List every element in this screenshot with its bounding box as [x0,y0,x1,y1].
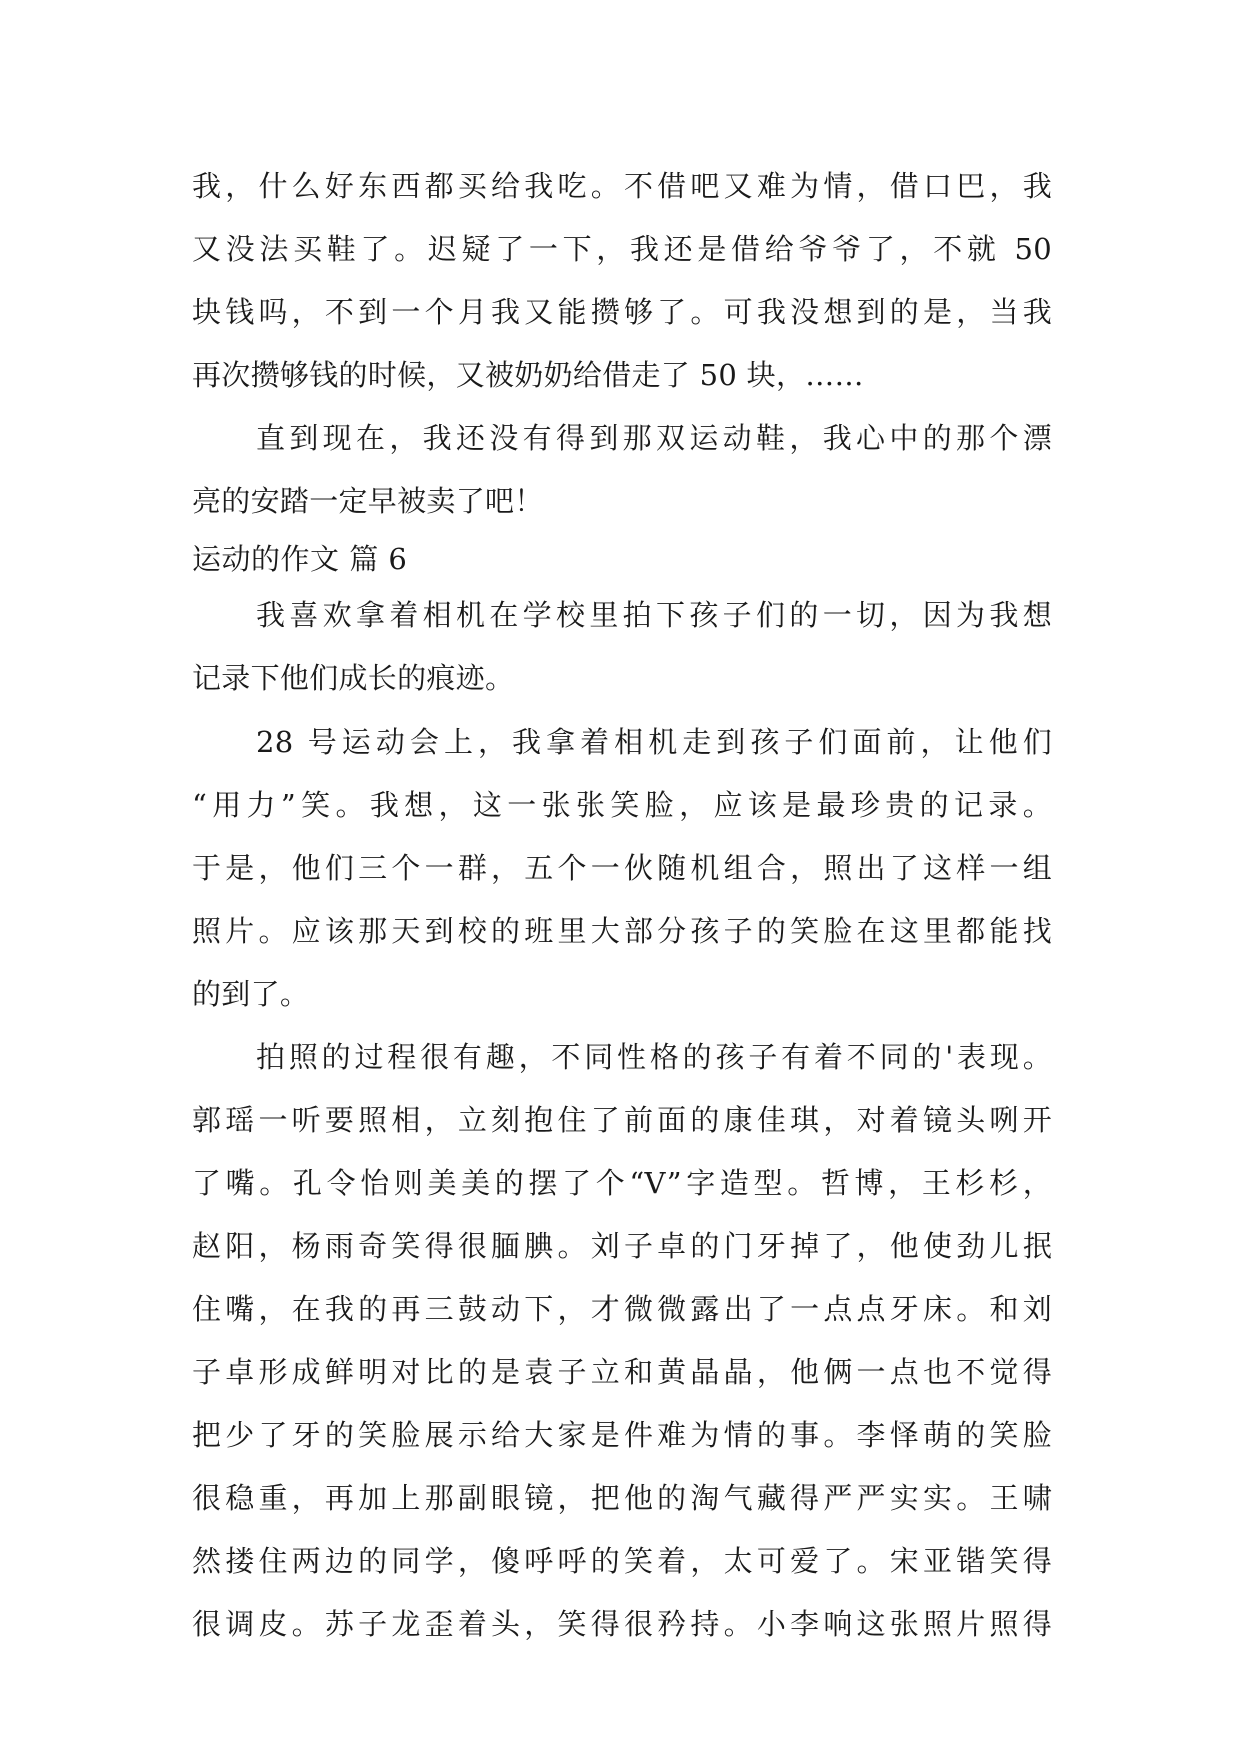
text-line: 很调皮。苏子龙歪着头，笑得很矜持。小李响这张照片照得 [192,1607,1052,1641]
paragraph-first-line: 拍照的过程很有趣，不同性格的孩子有着不同的'表现。 [256,1040,1052,1074]
text-line: 了嘴。孔令怡则美美的摆了个“V”字造型。哲博，王杉杉， [192,1166,1052,1200]
text-line: 照片。应该那天到校的班里大部分孩子的笑脸在这里都能找 [192,914,1052,948]
paragraph-first-line: 直到现在，我还没有得到那双运动鞋，我心中的那个漂 [256,421,1052,455]
text-line: 住嘴，在我的再三鼓动下，才微微露出了一点点牙床。和刘 [192,1292,1052,1326]
text-line: 子卓形成鲜明对比的是袁子立和黄晶晶，他俩一点也不觉得 [192,1355,1052,1389]
text-line: 于是，他们三个一群，五个一伙随机组合，照出了这样一组 [192,851,1052,885]
text-line: 我，什么好东西都买给我吃。不借吧又难为情，借口巴，我 [192,169,1052,203]
text-line: 赵阳，杨雨奇笑得很腼腆。刘子卓的门牙掉了，他使劲儿抿 [192,1229,1052,1263]
text-line: 亮的安踏一定早被卖了吧！ [192,484,544,518]
text-line: 记录下他们成长的痕迹。 [192,661,515,695]
text-line: 很稳重，再加上那副眼镜，把他的淘气藏得严严实实。王啸 [192,1481,1052,1515]
text-line: 的到了。 [192,977,310,1011]
text-line: “用力”笑。我想，这一张张笑脸，应该是最珍贵的记录。 [192,788,1052,822]
paragraph-first-line: 我喜欢拿着相机在学校里拍下孩子们的一切，因为我想 [256,598,1052,632]
text-line: 又没法买鞋了。迟疑了一下，我还是借给爷爷了，不就 50 [192,232,1052,266]
paragraph-first-line: 28 号运动会上，我拿着相机走到孩子们面前，让他们 [256,725,1052,759]
text-line: 郭瑶一听要照相，立刻抱住了前面的康佳琪，对着镜头咧开 [192,1103,1052,1137]
text-line: 然搂住两边的同学，傻呼呼的笑着，太可爱了。宋亚锴笑得 [192,1544,1052,1578]
text-line: 把少了牙的笑脸展示给大家是件难为情的事。李怿萌的笑脸 [192,1418,1052,1452]
section-heading: 运动的作文 篇 6 [192,542,408,576]
text-line: 再次攒够钱的时候，又被奶奶给借走了 50 块，…… [192,358,864,392]
text-line: 块钱吗，不到一个月我又能攒够了。可我没想到的是，当我 [192,295,1052,329]
